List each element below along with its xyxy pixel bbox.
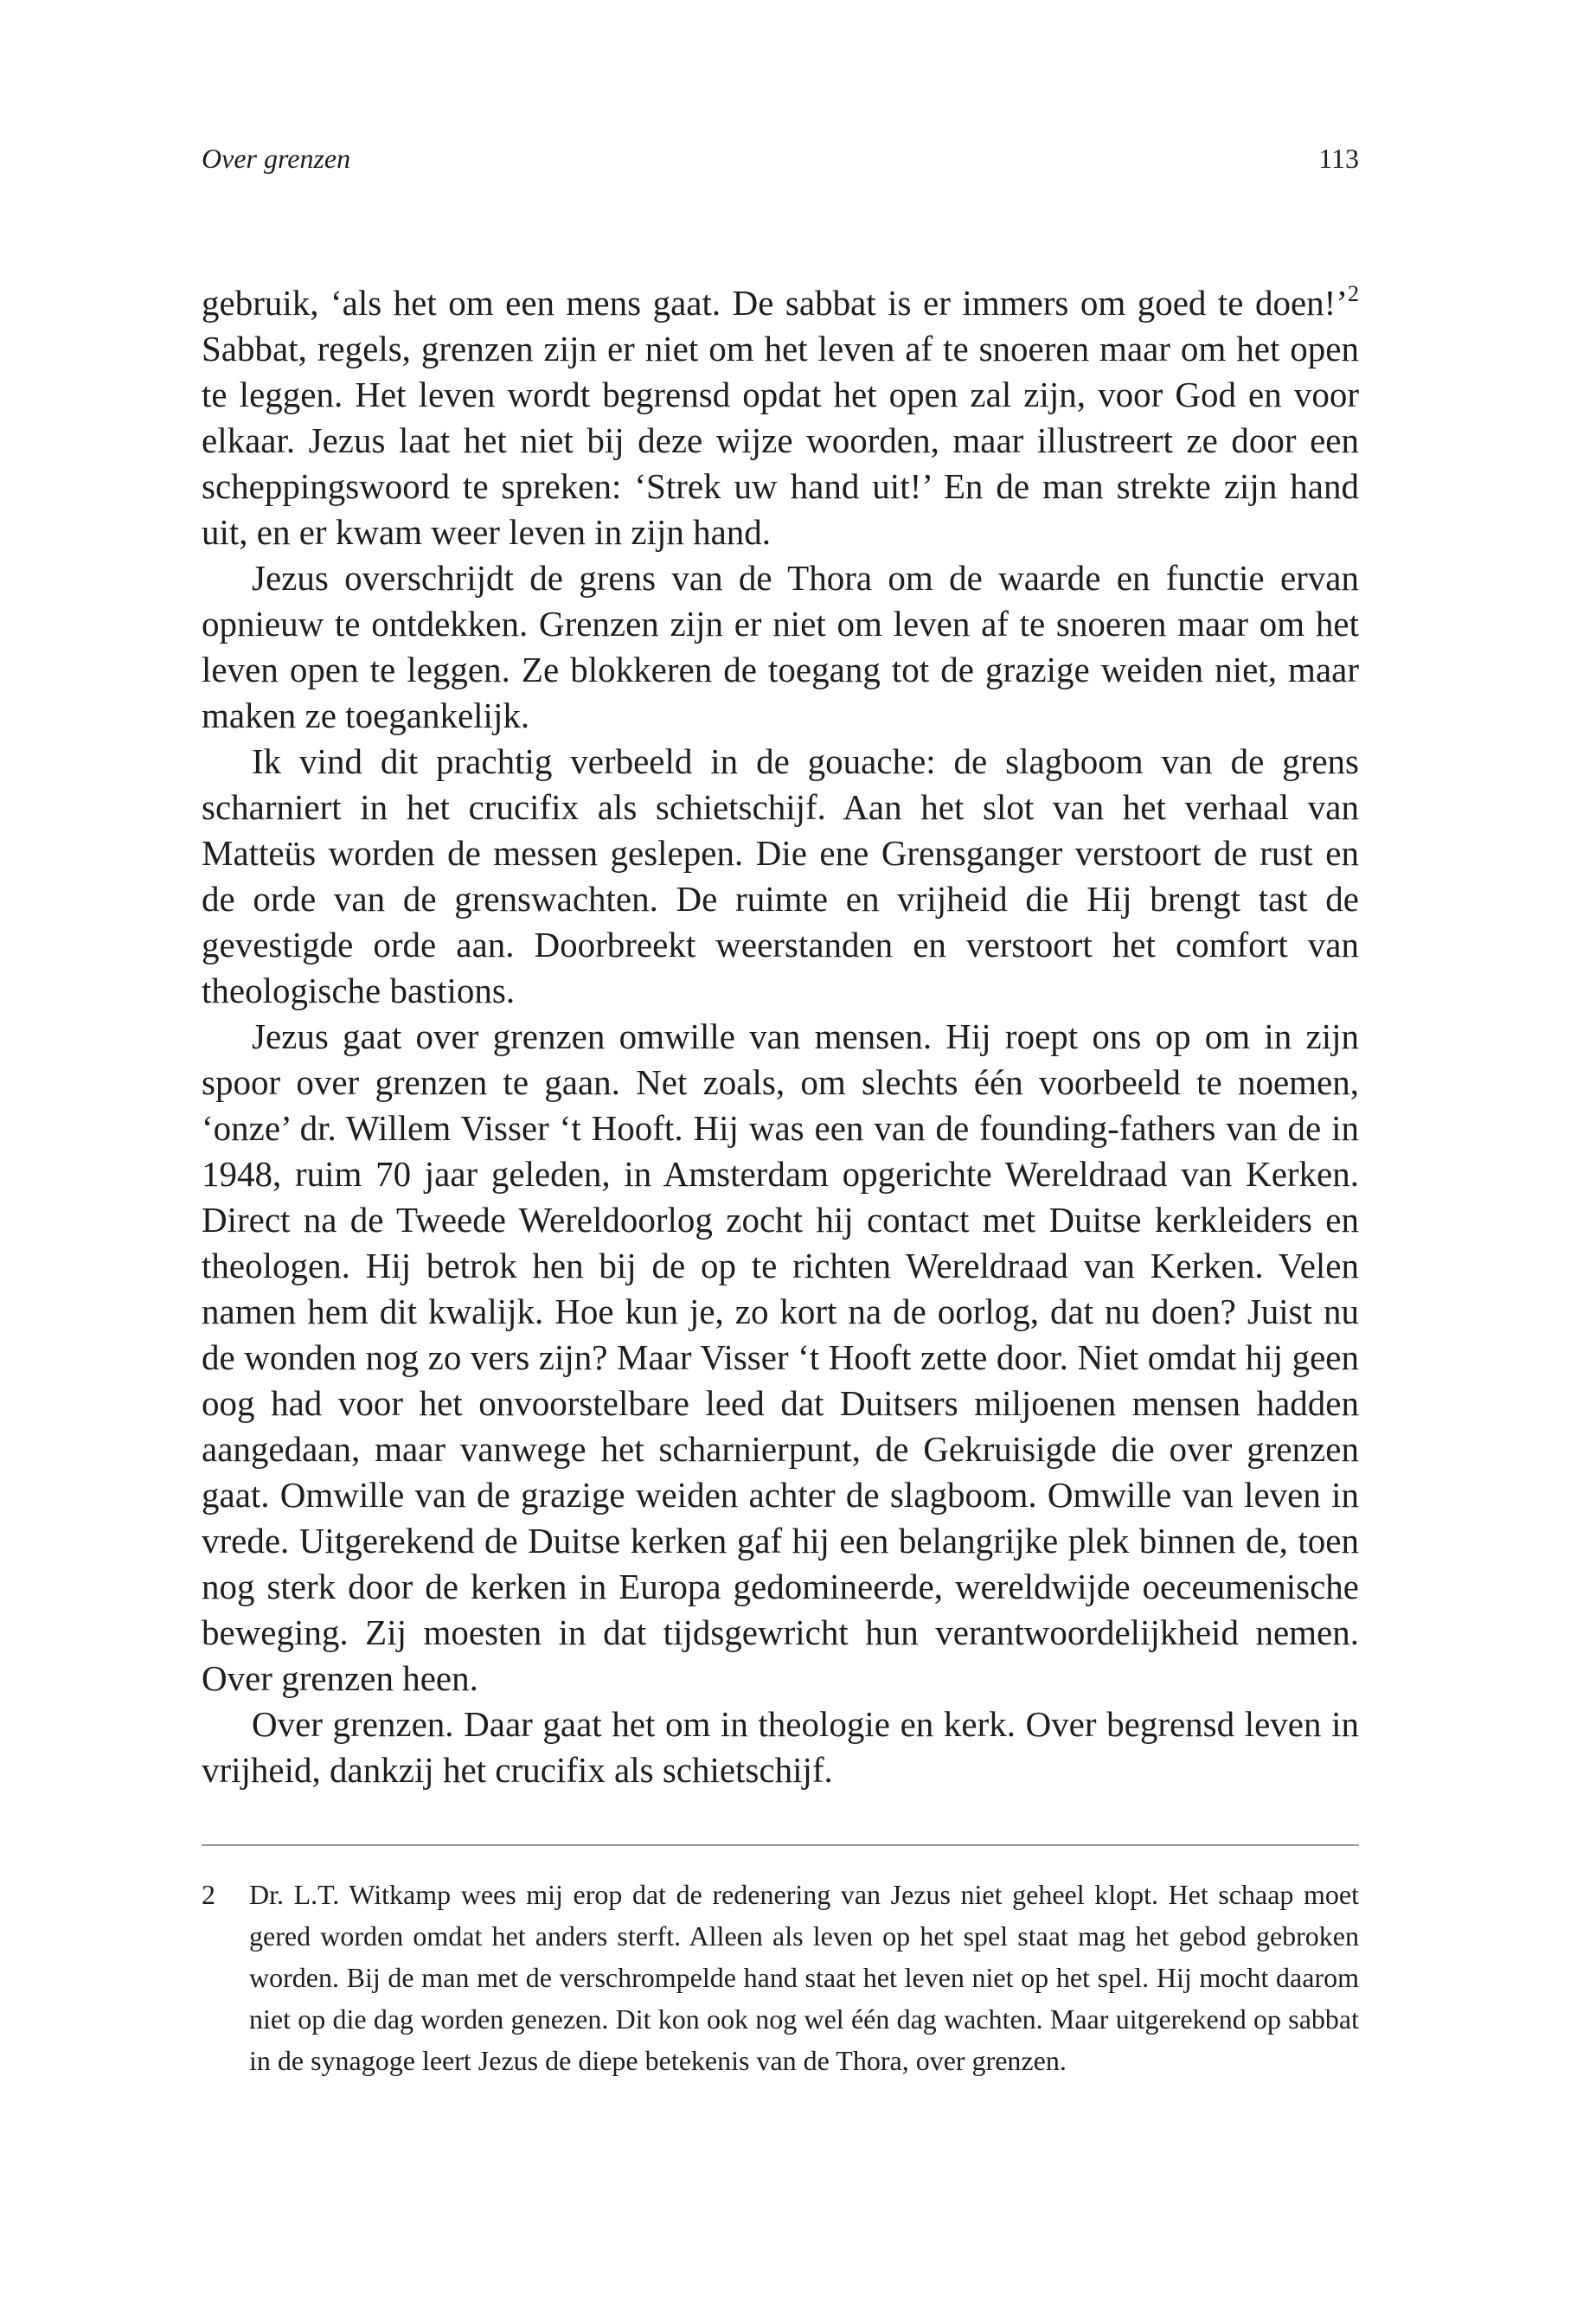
paragraph-4: Jezus gaat over grenzen omwille van mensen. Hij roept ons op om in zijn spoor over grenzen te gaan. Net zoals, om slechts één voorbeeld te noemen, ‘onze’ dr. Willem Visser ‘t Hooft. Hij was een van de founding-fathers van de in 1948, ruim 70 jaar geleden, in Amsterdam opgerichte Wereldraad van Kerken. Direct na de Tweede Wereldoorlog zocht hij contact met Duitse kerkleiders en theologen. Hij betrok hen bij de op te richten Wereldraad van Kerken. Velen namen hem dit kwalijk. Hoe kun je, zo kort na de oorlog, dat nu doen? Juist nu de wonden nog zo vers zijn? Maar Visser ‘t Hooft zette door. Niet omdat hij geen oog had voor het onvoorstelbare leed dat Duitsers miljoenen mensen hadden aangedaan, maar vanwege het scharnierpunt, de Gekruisigde die over grenzen gaat. Omwille van de grazige weiden achter de slagboom. Omwille van leven in vrede. Uitgerekend de Duitse kerken gaf hij een belangrijke plek binnen de, toen nog sterk door de kerken in Europa gedomineerde, wereldwijde oeceumenische beweging. Zij moesten in dat tijdsgewricht hun verantwoordelijkheid nemen. Over grenzen heen. — [202, 1016, 1359, 1698]
footnote-2 — [202, 1874, 1359, 2081]
paragraph-3: Ik vind dit prachtig verbeeld in de gouache: de slagboom van de grens scharniert in het crucifix als schietschijf. Aan het slot van het verhaal van Matteüs worden de messen geslepen. Die ene Grensganger verstoort de rust en de orde van de grenswachten. De ruimte en vrijheid die Hij brengt tast de gevestigde orde aan. Doorbreekt weerstanden en verstoort het comfort van theologische bastions. — [202, 741, 1359, 1010]
paragraph-1-text-continued: Sabbat, regels, grenzen zijn er niet om het leven af te snoeren maar om het open te leggen. Het leven wordt begrensd opdat het open zal zijn, voor God en voor elkaar. Jezus laat het niet bij deze wijze woorden, maar illustreert ze door een scheppingswoord te spreken: ‘Strek uw hand uit!’ En de man strekte zijn hand uit, en er kwam weer leven in zijn hand. — [202, 329, 1359, 552]
footnote-reference: 2 — [1348, 281, 1359, 306]
paragraph-2: Jezus overschrijdt de grens van de Thora om de waarde en functie ervan opnieuw te ontdekken. Grenzen zijn er niet om leven af te snoeren maar om het leven open te leggen. Ze blokkeren de toegang tot de grazige weiden niet, maar maken ze toegankelijk. — [202, 558, 1359, 735]
footnote-separator — [202, 1844, 1359, 1846]
main-text — [202, 280, 1359, 1793]
footnote-text: Dr. L.T. Witkamp wees mij erop dat de redenering van Jezus niet geheel klopt. Het schaap moet gered worden omdat het anders sterft. Alleen als leven op het spel staat mag het gebod gebroken worden. Bij de man met de verschrompelde hand staat het leven niet op het spel. Hij mocht daarom niet op die dag worden genezen. Dit kon ook nog wel één dag wachten. Maar uitgerekend op sabbat in de synagoge leert Jezus de diepe betekenis van de Thora, over grenzen. — [249, 1879, 1359, 2076]
page-number: 113 — [1318, 143, 1359, 174]
running-header — [202, 141, 1359, 176]
paragraph-1-text: gebruik, ‘als het om een mens gaat. De sabbat is er immers om goed te doen!’ — [202, 283, 1348, 323]
paragraph-5: Over grenzen. Daar gaat het om in theologie en kerk. Over begrensd leven in vrijheid, dankzij het crucifix als schietschijf. — [202, 1704, 1359, 1790]
paragraph-1 — [202, 280, 1359, 555]
running-title: Over grenzen — [202, 143, 351, 174]
footnote-number: 2 — [202, 1879, 215, 1910]
